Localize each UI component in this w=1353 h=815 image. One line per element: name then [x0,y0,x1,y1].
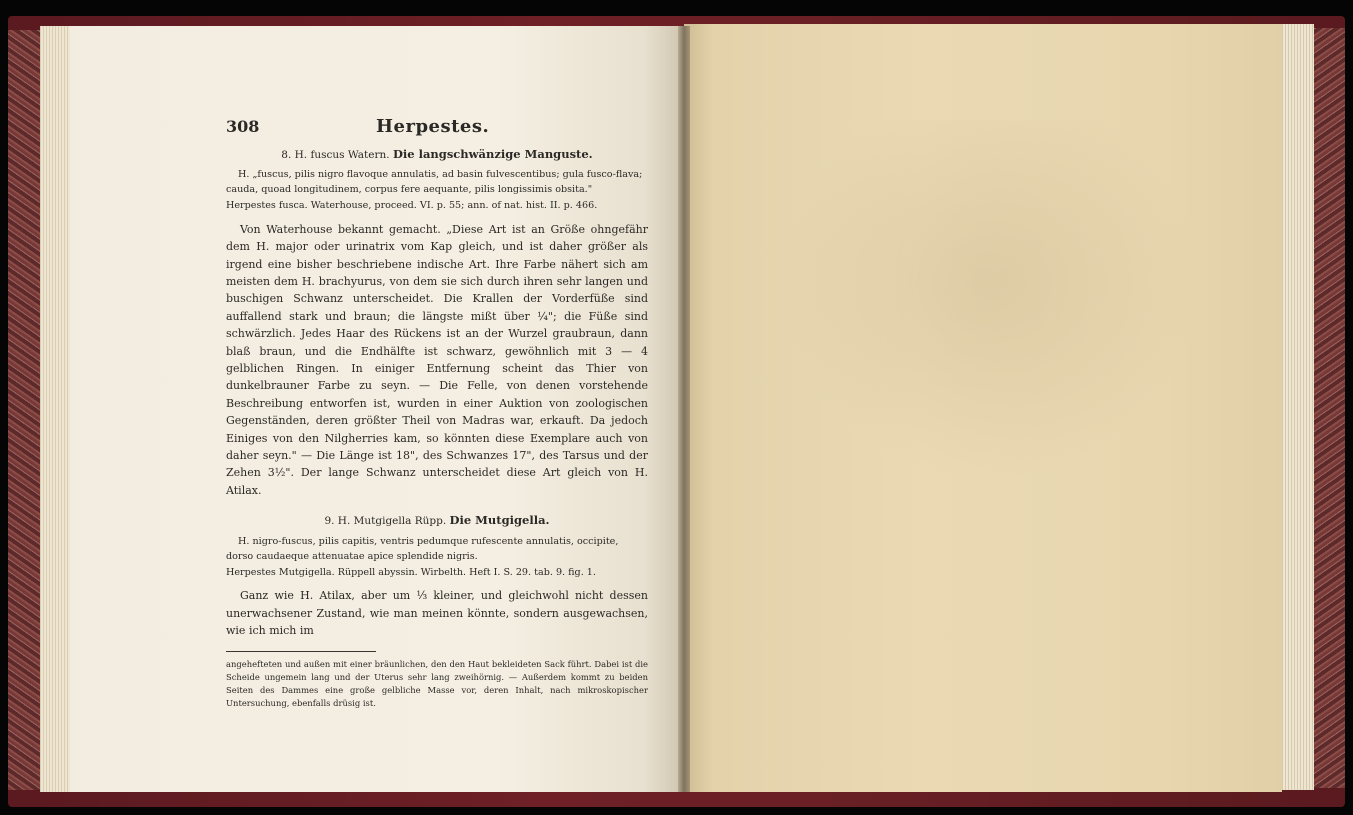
page-header [226,118,648,140]
marbled-board-left [8,30,44,790]
species-9-heading [226,512,648,530]
footnote-rule [226,651,376,652]
page-text [226,118,648,710]
species-8-latin-name: 8. H. fuscus Watern. [281,149,390,161]
running-title: Herpestes. [376,116,490,137]
species-8-diagnosis: H. „fuscus, pilis nigro flavoque annulatis, ad basin fulvescentibus; gula fusco-flava; cauda, quoad longitudinem, corpus fere aequante, pilis longissimis obsita." [226,169,643,196]
species-8-body-text: Von Waterhouse bekannt gemacht. „Diese Art ist an Größe ohngefähr dem H. major oder urinatrix vom Kap gleich, und ist daher größer als irgend eine bisher beschriebene indische Art. Ihre Farbe nähert sich am meisten dem H. brachyurus, von dem sie sich durch ihren sehr langen und buschigen Schwanz unterscheidet. Die Krallen der Vorderfüße sind auffallend stark und braun; die längste mißt über ¼"; die Füße sind schwärzlich. Jedes Haar des Rückens ist an der Wurzel graubraun, dann blaß braun, und die Endhälfte ist schwarz, gewöhnlich mit 3 — 4 gelblichen Ringen. In einiger Entfernung scheint das Thier von dunkelbrauner Farbe zu seyn. — Die Felle, von denen vorstehende Beschreibung entworfen ist, wurden in einer Auktion von zoologischen Gegenständen, deren größter Theil von Madras war, erkauft. Da jedoch Einiges von den Nilgherries kam, so könnten diese Exemplare auch von daher seyn." — Die Länge ist 18", des Schwanzes 17", des Tarsus und der Zehen 3½". Der lange Schwanz unterscheidet diese Art gleich von H. Atilax. [226,222,648,497]
species-9-german-name: Die Mutgigella. [449,513,550,528]
marbled-board-right [1313,28,1345,788]
species-9-latin-name: 9. H. Mutgigella Rüpp. [324,515,447,528]
species-9-description [226,587,648,639]
page-edges-left [40,26,72,792]
species-8-description [226,221,648,500]
species-9-body-text: Ganz wie H. Atilax, aber um ⅓ kleiner, und gleichwohl nicht dessen unerwachsener Zustand, wie man meinen könnte, sondern ausgewachsen, wie ich mich im [226,589,648,637]
page-number: 308 [226,117,260,136]
page-edges-right [1280,24,1314,790]
species-9-reference: Herpestes Mutgigella. Rüppell abyssin. Wirbelth. Heft I. S. 29. tab. 9. fig. 1. [226,566,596,578]
species-8-reference: Herpestes fusca. Waterhouse, proceed. VI. p. 55; ann. of nat. hist. II. p. 466. [226,200,598,212]
species-9-diagnosis: H. nigro-fuscus, pilis capitis, ventris pedumque rufescente annulatis, occipite, dorso caudaeque attenuatae apice splendide nigris. [226,535,619,562]
species-8-german-name: Die langschwänzige Manguste. [392,147,593,161]
species-8-heading [226,146,648,164]
book-gutter [678,26,690,792]
show-through-shadow [780,120,1200,480]
footnote-text: angehefteten und außen mit einer bräunlichen, den den Haut bekleideten Sack führt. Dabei ist die Scheide ungemein lang und der Uterus sehr lang zweihörnig. — Außerdem kommt zu beiden Seiten des Dammes eine große gelbliche Masse vor, deren Inhalt, nach mikroskopischer Untersuchung, ebenfalls drüsig ist. [226,659,648,708]
